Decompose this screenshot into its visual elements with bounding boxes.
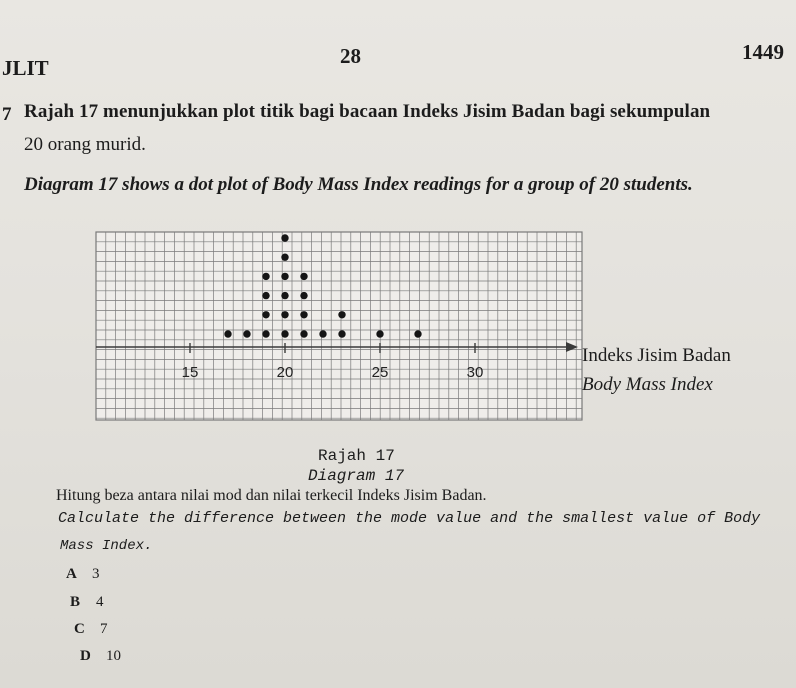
task-english-line1: Calculate the difference between the mode value and the smallest value of Body	[58, 510, 761, 527]
option-value: 10	[106, 648, 121, 664]
task-malay: Hitung beza antara nilai mod dan nilai terkecil Indeks Jisim Badan.	[56, 487, 487, 504]
data-dot	[262, 292, 269, 299]
option-d[interactable]	[80, 648, 121, 665]
option-letter: C	[74, 621, 85, 637]
diagram-caption-malay: Rajah 17	[318, 447, 395, 465]
data-dot	[281, 273, 288, 280]
tick-label: 25	[371, 364, 389, 381]
option-value: 7	[100, 621, 108, 637]
option-value: 3	[92, 566, 100, 582]
task-english-line2: Mass Index.	[60, 538, 153, 554]
option-letter: A	[66, 566, 77, 582]
data-dot	[281, 254, 288, 261]
data-dot	[281, 292, 288, 299]
data-dot	[414, 330, 421, 337]
data-dot	[376, 330, 383, 337]
page-number: 28	[340, 44, 361, 68]
data-dot	[338, 311, 345, 318]
option-value: 4	[96, 594, 104, 610]
data-dot	[243, 330, 250, 337]
data-dot	[300, 273, 307, 280]
diagram-caption-english: Diagram 17	[308, 467, 405, 485]
data-dot	[262, 311, 269, 318]
question-malay-line1: Rajah 17 menunjukkan plot titik bagi bacaan Indeks Jisim Badan bagi sekumpulan	[24, 101, 711, 122]
paper-code: 1449	[742, 40, 784, 64]
axis-label-malay: Indeks Jisim Badan	[582, 345, 731, 366]
option-letter: D	[80, 648, 91, 664]
axis-label-english: Body Mass Index	[582, 374, 713, 395]
data-dot	[262, 330, 269, 337]
data-dot	[281, 311, 288, 318]
grid-background	[96, 232, 582, 420]
option-b[interactable]	[70, 594, 104, 611]
data-dot	[319, 330, 326, 337]
data-dot	[300, 330, 307, 337]
tick-label: 15	[181, 364, 199, 381]
data-dot	[300, 311, 307, 318]
option-a[interactable]	[66, 566, 100, 583]
tick-label: 30	[466, 364, 484, 381]
question-english: Diagram 17 shows a dot plot of Body Mass Index readings for a group of 20 students.	[24, 174, 693, 195]
question-number: 7	[2, 104, 12, 125]
data-dot	[224, 330, 231, 337]
data-dot	[300, 292, 307, 299]
question-malay-line2: 20 orang murid.	[24, 134, 146, 155]
data-dot	[281, 330, 288, 337]
data-dot	[338, 330, 345, 337]
option-c[interactable]	[74, 621, 108, 638]
tick-label: 20	[276, 364, 294, 381]
option-letter: B	[70, 594, 81, 610]
data-dot	[262, 273, 269, 280]
data-dot	[281, 234, 288, 241]
header-left-text: JLIT	[2, 56, 49, 80]
